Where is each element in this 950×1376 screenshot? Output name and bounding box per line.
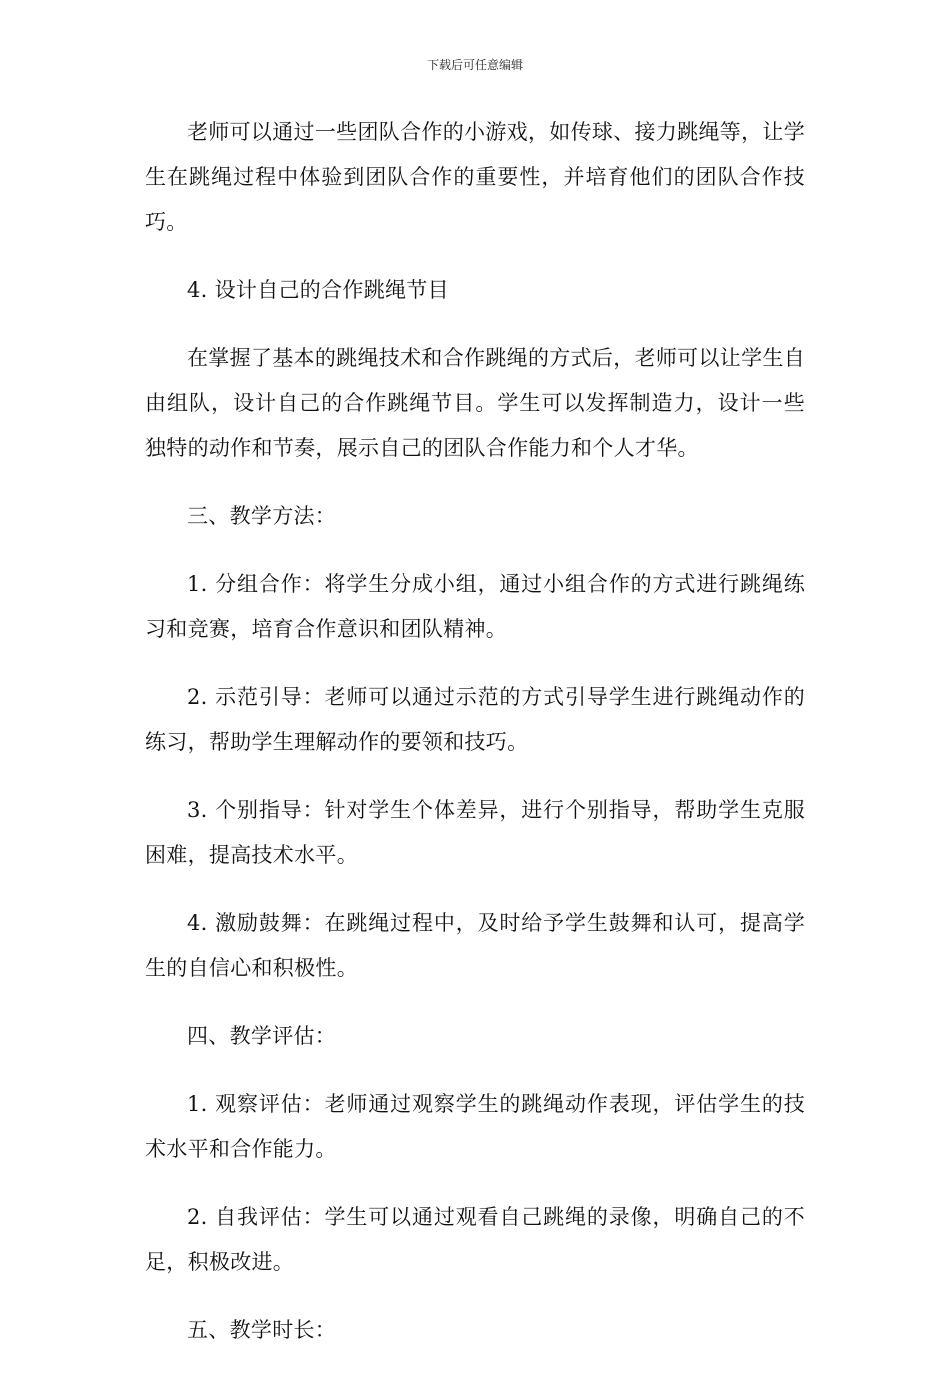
paragraph-method-group-cooperation: 1. 分组合作：将学生分成小组，通过小组合作的方式进行跳绳练习和竞赛，培育合作意识和团队精神。 (145, 572, 805, 641)
paragraph-design-program: 在掌握了基本的跳绳技术和合作跳绳的方式后，老师可以让学生自由组队，设计自己的合作跳绳节目。学生可以发挥制造力，设计一些独特的动作和节奏，展示自己的团队合作能力和个人才华。 (145, 346, 805, 460)
paragraph-team-games: 老师可以通过一些团队合作的小游戏，如传球、接力跳绳等，让学生在跳绳过程中体验到团队合作的重要性，并培育他们的团队合作技巧。 (145, 120, 805, 234)
paragraph-method-encouragement: 4. 激励鼓舞：在跳绳过程中，及时给予学生鼓舞和认可，提高学生的自信心和积极性。 (145, 911, 805, 980)
paragraph-assessment-self: 2. 自我评估：学生可以通过观看自己跳绳的录像，明确自己的不足，积极改进。 (145, 1205, 805, 1274)
paragraph-method-individual-guidance: 3. 个别指导：针对学生个体差异，进行个别指导，帮助学生克服困难，提高技术水平。 (145, 798, 805, 867)
document-body (145, 110, 805, 1376)
heading-design-program: 4. 设计自己的合作跳绳节目 (187, 278, 449, 302)
section-heading-teaching-assessment: 四、教学评估： (187, 1024, 337, 1048)
paragraph-method-demonstration: 2. 示范引导：老师可以通过示范的方式引导学生进行跳绳动作的练习，帮助学生理解动作的要领和技巧。 (145, 685, 805, 754)
page-header: 下载后可任意编辑 (426, 58, 523, 72)
section-heading-teaching-methods: 三、教学方法： (187, 504, 337, 528)
section-heading-teaching-duration: 五、教学时长： (187, 1318, 337, 1342)
paragraph-assessment-observation: 1. 观察评估：老师通过观察学生的跳绳动作表现，评估学生的技术水平和合作能力。 (145, 1092, 805, 1161)
